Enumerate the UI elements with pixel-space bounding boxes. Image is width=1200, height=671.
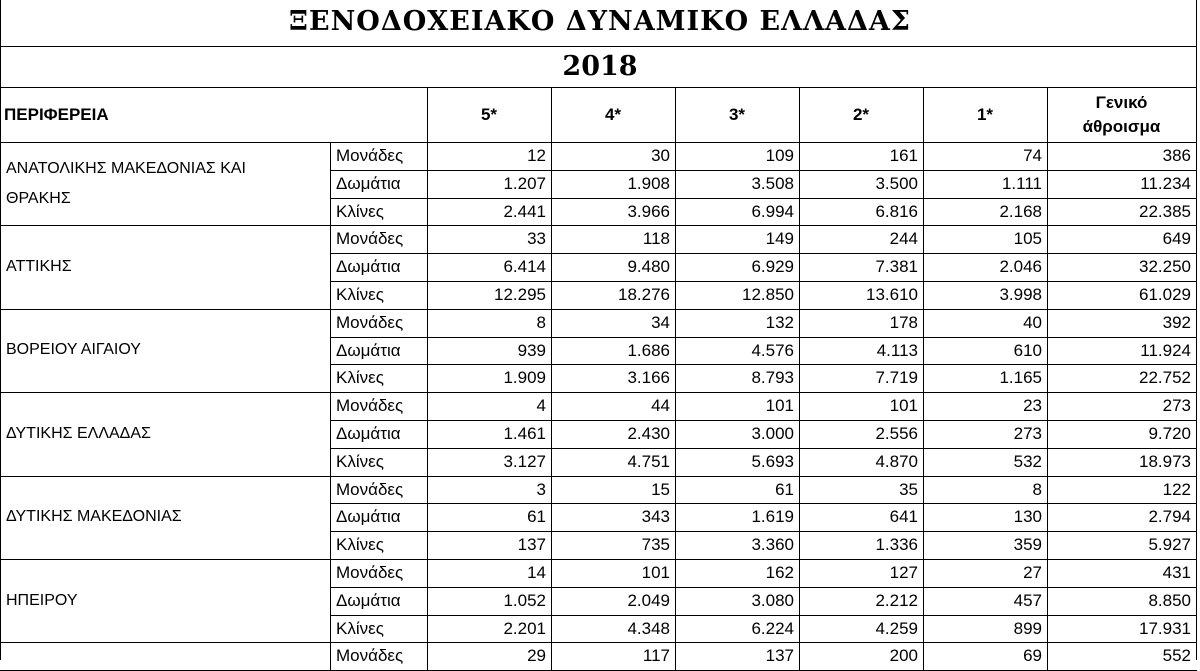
stars-value: 200 (889, 646, 918, 666)
stars-value: 9.480 (627, 257, 670, 277)
stars-value: 1.909 (503, 368, 546, 388)
total-value: 18.973 (1139, 451, 1191, 471)
grid-line (427, 392, 428, 475)
stars-value: 12.850 (742, 285, 794, 304)
grid-line (923, 476, 924, 559)
stars-value: 33 (527, 229, 546, 249)
metric-label: Μονάδες (336, 479, 404, 499)
stars-value: 13.610 (866, 285, 918, 304)
grid-line (551, 642, 552, 670)
stars-value: 1.165 (999, 368, 1042, 388)
metric-label: Κλίνες (336, 618, 384, 638)
grid-line (1047, 559, 1048, 642)
grid-line (427, 309, 428, 392)
grid-line (427, 225, 428, 308)
stars-value: 101 (765, 396, 794, 416)
stars-value: 101 (889, 396, 918, 416)
total-value: 122 (1162, 479, 1191, 499)
grid-line (923, 309, 924, 392)
stars-column-header: 3* (728, 105, 746, 124)
stars-value: 40 (1023, 312, 1042, 332)
total-value: 32.250 (1139, 257, 1191, 277)
stars-value: 273 (1013, 424, 1042, 443)
stars-value: 109 (765, 146, 794, 165)
grid-line (330, 142, 331, 225)
stars-value: 1.111 (1001, 173, 1042, 193)
stars-value: 4.751 (627, 451, 670, 471)
grid-line (1047, 642, 1048, 670)
grid-line (551, 142, 552, 225)
region-name-line: ΔΥΤΙΚΗΣ ΕΛΛΑΔΑΣ (6, 424, 151, 442)
stars-value: 8 (1032, 479, 1042, 499)
grid-line (427, 142, 428, 225)
stars-value: 23 (1023, 396, 1042, 416)
metric-label: Δωμάτια (336, 173, 401, 193)
region-name-line: ΗΠΕΙΡΟΥ (6, 591, 78, 609)
stars-value: 29 (527, 646, 546, 666)
total-column-header (1047, 88, 1196, 142)
stars-value: 117 (642, 646, 670, 666)
stars-column-header: 5* (480, 105, 498, 124)
stars-column-header: 4* (604, 105, 622, 124)
grid-line (675, 142, 676, 225)
total-value: 61.029 (1139, 285, 1191, 304)
grid-line (1047, 309, 1048, 392)
stars-value: 105 (1013, 229, 1042, 249)
metric-label: Δωμάτια (336, 340, 401, 360)
stars-value: 3.360 (751, 535, 794, 555)
stars-value: 27 (1023, 563, 1042, 582)
stars-value: 4.259 (875, 618, 918, 638)
stars-value: 61 (527, 507, 546, 527)
total-value: 431 (1162, 563, 1191, 582)
grid-line (923, 559, 924, 642)
grid-line (330, 642, 331, 670)
stars-value: 137 (517, 535, 546, 555)
stars-value: 6.816 (875, 201, 918, 221)
stars-value: 178 (889, 312, 918, 332)
total-value: 22.385 (1139, 201, 1191, 221)
metric-label: Δωμάτια (336, 257, 401, 277)
grid-line (330, 392, 331, 475)
total-value: 17.931 (1139, 618, 1191, 638)
grid-line (330, 476, 331, 559)
stars-value: 4.576 (751, 340, 794, 360)
grid-line (675, 225, 676, 308)
region-name-line: ΒΟΡΕΙΟΥ ΑΙΓΑΙΟΥ (6, 341, 141, 359)
grid-line (675, 642, 676, 670)
stars-value: 14 (527, 563, 546, 582)
stars-value: 30 (651, 146, 670, 165)
stars-value: 74 (1023, 146, 1042, 165)
grid-line (330, 225, 331, 308)
stars-value: 15 (651, 479, 670, 499)
region-name-line: ΑΤΤΙΚΗΣ (6, 258, 72, 276)
stars-value: 3.127 (503, 451, 546, 471)
region-name (0, 642, 330, 670)
stars-value: 457 (1013, 590, 1042, 610)
region-name (0, 559, 330, 642)
stars-value: 2.556 (875, 424, 918, 443)
stars-value: 2.441 (503, 201, 546, 221)
stars-value: 244 (889, 229, 918, 249)
metric-label: Μονάδες (336, 146, 404, 165)
stars-value: 3.508 (751, 173, 794, 193)
metric-label: Δωμάτια (336, 507, 401, 527)
stars-column-header: 1* (976, 105, 994, 124)
grid-line (1047, 392, 1048, 475)
region-name (0, 142, 330, 225)
metric-label: Μονάδες (336, 396, 404, 416)
total-value: 22.752 (1139, 368, 1191, 388)
grid-line (799, 142, 800, 225)
grid-line (799, 642, 800, 670)
grid-line (1196, 0, 1197, 660)
stars-value: 4.113 (876, 340, 918, 360)
grid-line (675, 309, 676, 392)
stars-value: 69 (1023, 646, 1042, 666)
stars-value: 3.966 (627, 201, 670, 221)
stars-value: 1.461 (503, 424, 546, 443)
stars-column-header: 2* (852, 105, 870, 124)
region-name (0, 309, 330, 392)
metric-label: Κλίνες (336, 535, 384, 555)
total-value: 5.927 (1148, 535, 1191, 555)
stars-value: 3.166 (627, 368, 670, 388)
grid-line (675, 476, 676, 559)
stars-value: 610 (1013, 340, 1042, 360)
stars-value: 161 (889, 146, 918, 165)
grid-line (551, 225, 552, 308)
grid-line (923, 142, 924, 225)
stars-value: 3.500 (875, 173, 918, 193)
stars-value: 2.430 (627, 424, 670, 443)
grid-line (330, 309, 331, 392)
stars-value: 939 (517, 340, 546, 360)
stars-value: 1.052 (503, 590, 546, 610)
stars-value: 2.212 (875, 590, 918, 610)
stars-value: 8 (536, 312, 546, 332)
stars-value: 2.049 (627, 590, 670, 610)
stars-value: 162 (765, 563, 794, 582)
stars-value: 34 (651, 312, 670, 332)
stars-value: 7.381 (875, 257, 918, 277)
stars-value: 18.276 (618, 285, 670, 304)
total-value: 649 (1162, 229, 1191, 249)
total-value: 392 (1162, 312, 1191, 332)
stars-value: 6.929 (751, 257, 794, 277)
stars-value: 2.046 (999, 257, 1042, 277)
stars-value: 12.295 (494, 285, 546, 304)
grid-line (1047, 142, 1048, 225)
grid-line (427, 559, 428, 642)
total-header-line: Γενικό (1095, 93, 1148, 112)
region-name (0, 476, 330, 559)
grid-line (799, 476, 800, 559)
metric-label: Μονάδες (336, 312, 404, 332)
stars-value: 899 (1013, 618, 1042, 638)
grid-line (1047, 225, 1048, 308)
grid-line (551, 309, 552, 392)
grid-line (551, 476, 552, 559)
region-name (0, 392, 330, 475)
table-year: 2018 (562, 51, 638, 82)
grid-line (923, 642, 924, 670)
total-value: 2.794 (1148, 507, 1191, 527)
grid-line (0, 46, 1197, 47)
region-name-line: ΑΝΑΤΟΛΙΚΗΣ ΜΑΚΕΔΟΝΙΑΣ ΚΑΙ (6, 159, 246, 177)
region-column-header: ΠΕΡΙΦΕΡΕΙΑ (4, 105, 109, 124)
stars-value: 4 (536, 396, 546, 416)
stars-value: 641 (889, 507, 918, 527)
stars-value: 1.686 (627, 340, 670, 360)
stars-value: 359 (1013, 535, 1042, 555)
stars-value: 6.414 (503, 257, 546, 277)
grid-line (551, 559, 552, 642)
stars-value: 3.080 (751, 590, 794, 610)
stars-value: 6.994 (751, 201, 794, 221)
grid-line (799, 309, 800, 392)
stars-value: 4.348 (627, 618, 670, 638)
metric-label: Μονάδες (336, 229, 404, 249)
region-name (0, 225, 330, 308)
stars-value: 735 (641, 535, 670, 555)
grid-line (427, 642, 428, 670)
grid-line (923, 392, 924, 475)
stars-value: 61 (775, 479, 794, 499)
stars-value: 4.870 (875, 451, 918, 471)
stars-value: 130 (1013, 507, 1042, 527)
total-value: 552 (1162, 646, 1191, 666)
stars-value: 44 (651, 396, 670, 416)
metric-label: Δωμάτια (336, 590, 401, 610)
metric-label: Κλίνες (336, 201, 384, 221)
metric-label: Κλίνες (336, 285, 384, 304)
total-value: 11.234 (1140, 173, 1191, 193)
stars-value: 1.336 (875, 535, 918, 555)
stars-value: 118 (642, 229, 670, 249)
grid-line (330, 559, 331, 642)
table-title: ΞΕΝΟΔΟΧΕΙΑΚΟ ΔΥΝΑΜΙΚΟ ΕΛΛΑΔΑΣ (289, 6, 911, 37)
stars-value: 12 (527, 146, 546, 165)
stars-value: 35 (899, 479, 918, 499)
total-header-line: άθροισμα (1082, 117, 1161, 136)
stars-value: 149 (765, 229, 794, 249)
stars-value: 137 (765, 646, 794, 666)
grid-line (427, 476, 428, 559)
metric-label: Κλίνες (336, 451, 384, 471)
grid-line (923, 225, 924, 308)
stars-value: 5.693 (751, 451, 794, 471)
stars-value: 6.224 (751, 618, 794, 638)
total-value: 273 (1162, 396, 1191, 416)
total-value: 9.720 (1148, 424, 1191, 443)
stars-value: 3.998 (999, 285, 1042, 304)
total-value: 11.924 (1140, 340, 1191, 360)
grid-line (675, 559, 676, 642)
stars-value: 1.908 (627, 173, 670, 193)
stars-value: 1.207 (503, 173, 546, 193)
stars-value: 8.793 (751, 368, 794, 388)
total-value: 386 (1162, 146, 1191, 165)
grid-line (799, 392, 800, 475)
stars-value: 7.719 (875, 368, 918, 388)
stars-value: 532 (1013, 451, 1042, 471)
grid-line (675, 392, 676, 475)
stars-value: 101 (641, 563, 670, 582)
stars-value: 2.201 (503, 618, 546, 638)
region-name-line: ΔΥΤΙΚΗΣ ΜΑΚΕΔΟΝΙΑΣ (6, 508, 182, 526)
metric-label: Δωμάτια (336, 424, 401, 443)
stars-value: 1.619 (751, 507, 794, 527)
stars-value: 132 (765, 312, 794, 332)
region-name-line: ΘΡΑΚΗΣ (6, 189, 71, 207)
stars-value: 2.168 (999, 201, 1042, 221)
metric-label: Μονάδες (336, 646, 404, 666)
grid-line (799, 559, 800, 642)
stars-value: 3.000 (751, 424, 794, 443)
grid-line (551, 392, 552, 475)
stars-value: 127 (889, 563, 918, 582)
total-value: 8.850 (1148, 590, 1191, 610)
metric-label: Μονάδες (336, 563, 404, 582)
stars-value: 3 (536, 479, 546, 499)
grid-line (799, 225, 800, 308)
grid-line (1047, 476, 1048, 559)
stars-value: 343 (641, 507, 670, 527)
metric-label: Κλίνες (336, 368, 384, 388)
